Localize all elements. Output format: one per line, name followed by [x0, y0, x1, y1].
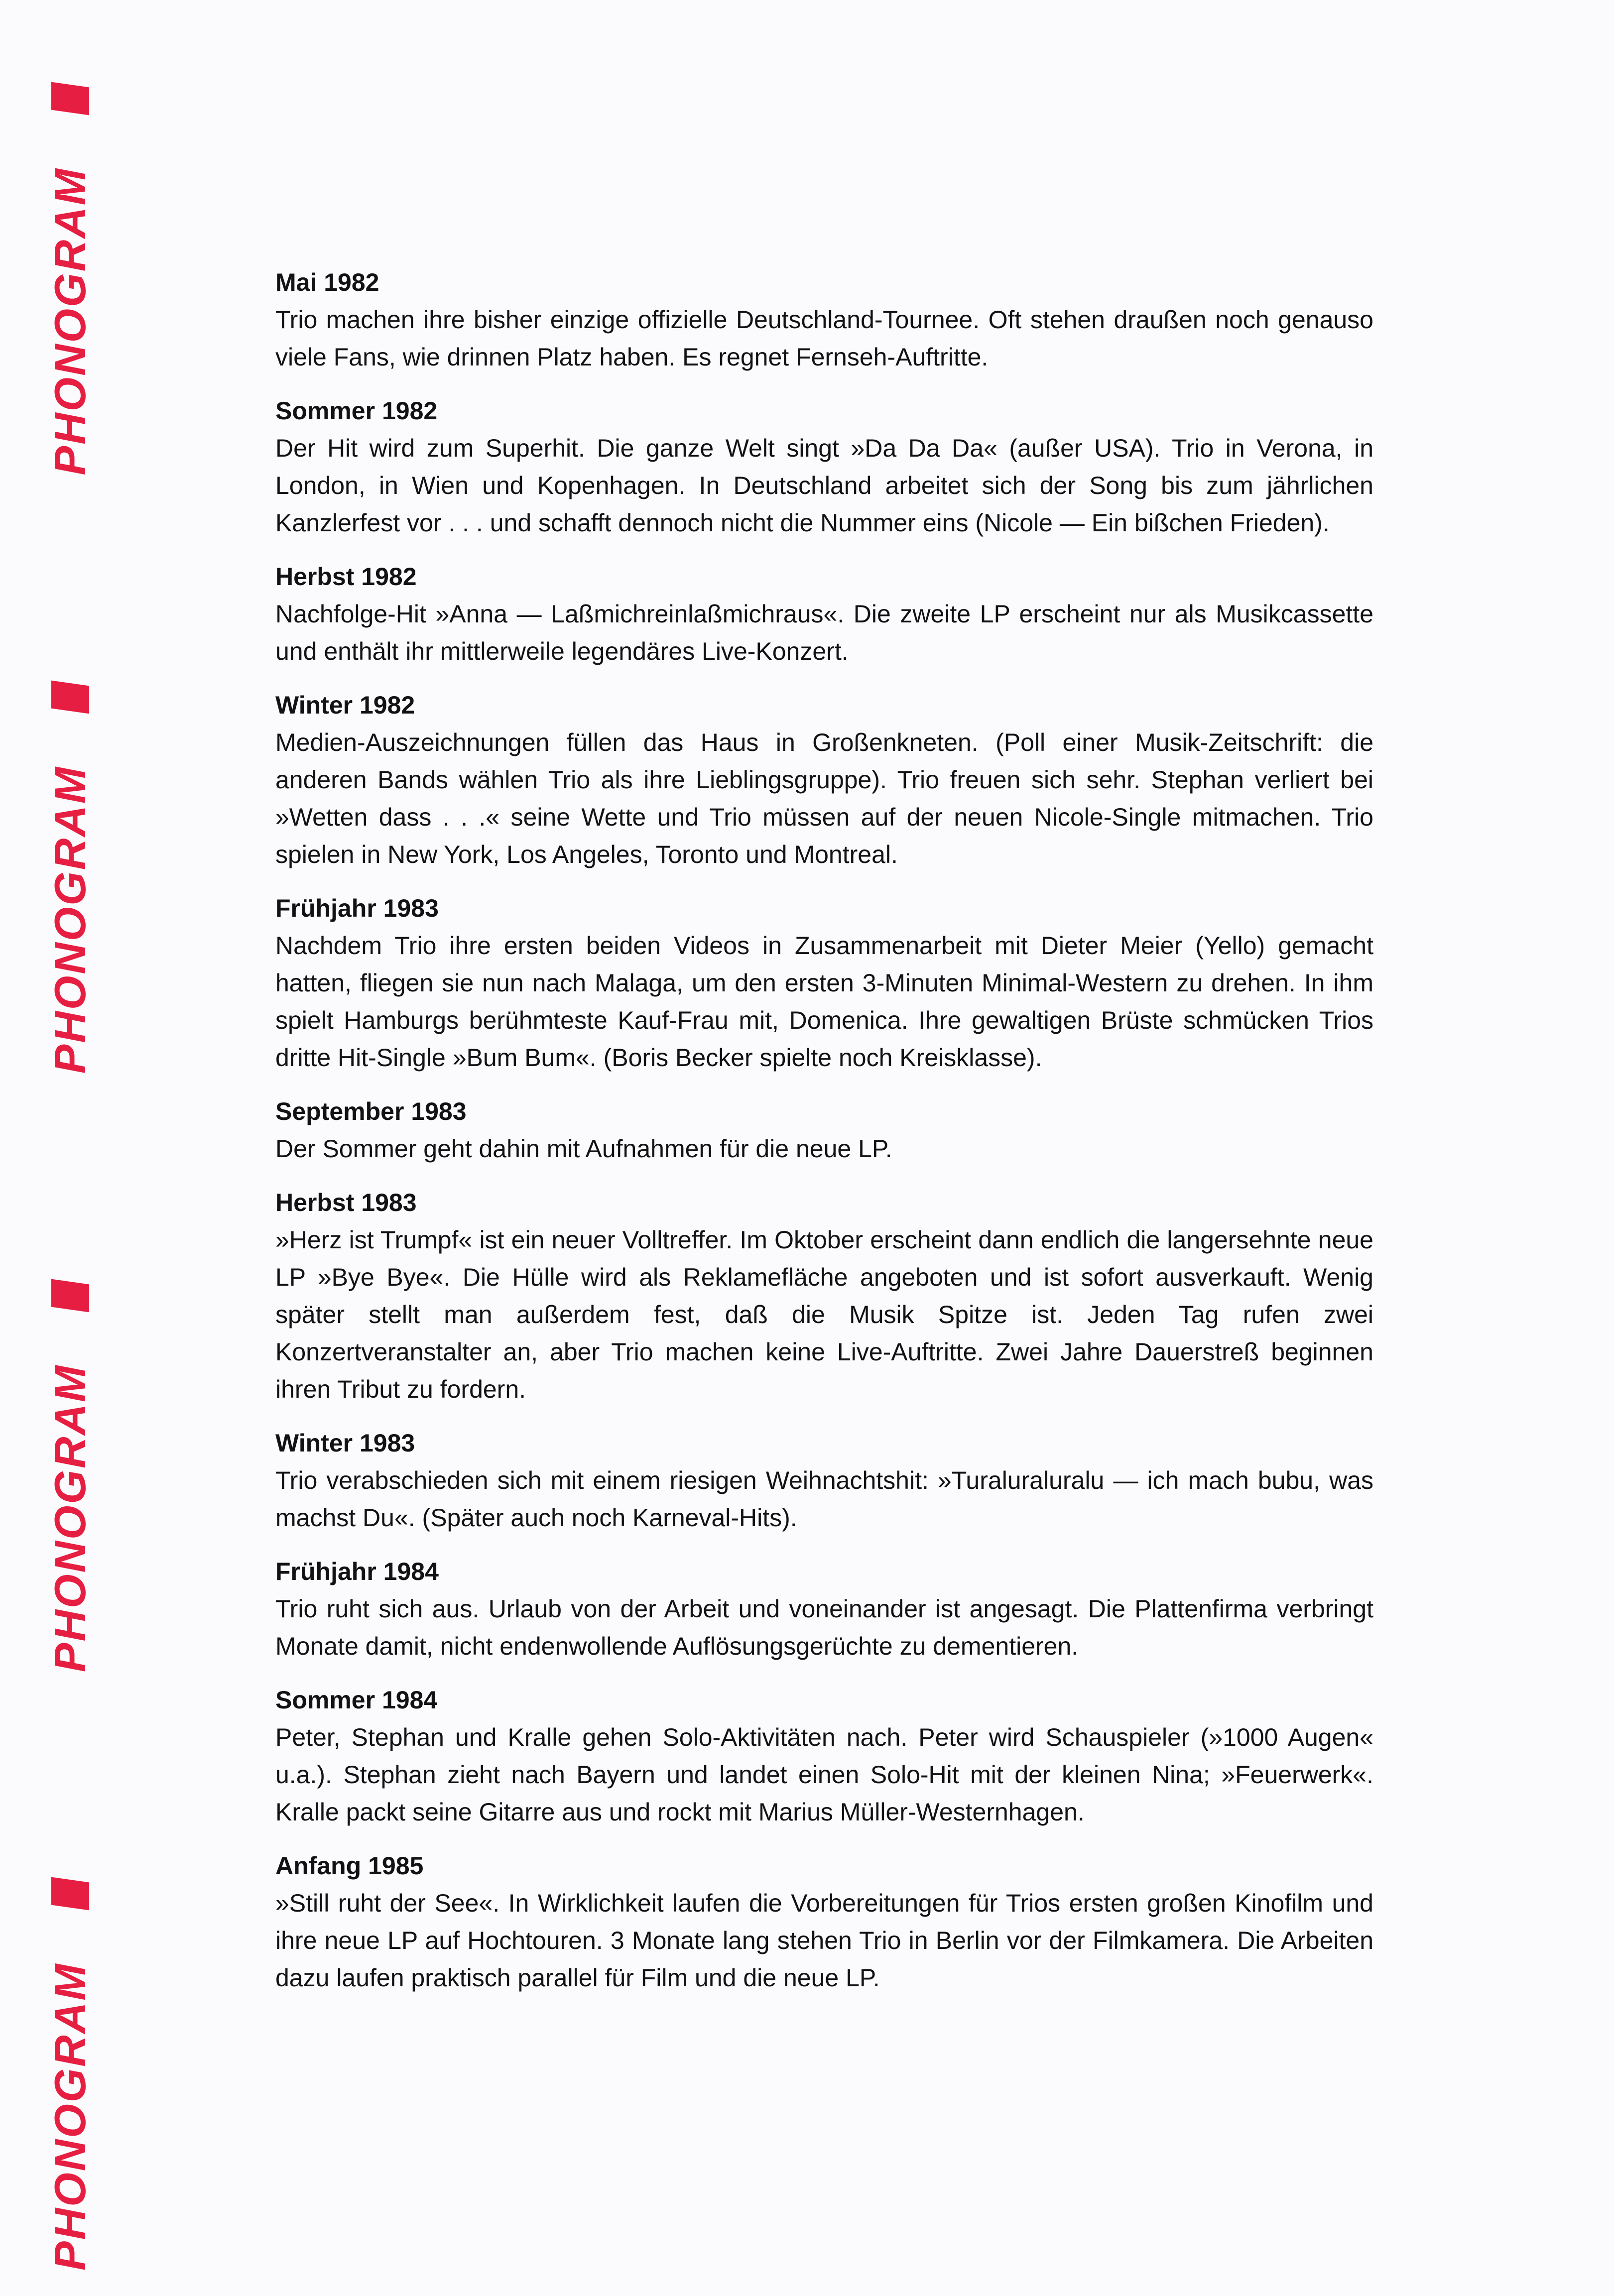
timeline [275, 264, 1373, 2013]
brand-mark [45, 683, 96, 1074]
entry-text: Nachdem Trio ihre ersten beiden Videos in Zusammenarbeit mit Dieter Meier (Yello) gemacht hatten, fliegen sie nun nach Malaga, um den ersten 3-Minuten Minimal-Western zu drehen. In ihm spielt Hamburgs berühmteste Kauf-Frau mit, Domenica. Ihre gewaltigen Brüste schmücken Trios dritte Hit-Single »Bum Bum«. (Boris Becker spielte noch Kreisklasse). [275, 932, 1373, 1072]
brand-block-icon [51, 1877, 89, 1911]
entry-text: Trio machen ihre bisher einzige offizielle Deutschland-Tournee. Oft stehen draußen noch genauso viele Fans, wie drinnen Platz haben. Es regnet Fernseh-Auftritte. [275, 306, 1373, 371]
brand-block-icon [51, 1279, 89, 1312]
timeline-entry [275, 1093, 1373, 1168]
entry-text: Medien-Auszeichnungen füllen das Haus in Großenkneten. (Poll einer Musik-Zeitschrift: die anderen Bands wählen Trio als ihre Lieblingsgruppe). Trio freuen sich sehr. Stephan verliert bei »Wetten dass . . .« seine Wette und Trio müssen auf der neuen Nicole-Single mitmachen. Trio spielen in New York, Los Angeles, Toronto und Montreal. [275, 728, 1373, 868]
timeline-entry [275, 1847, 1373, 1997]
timeline-entry [275, 264, 1373, 376]
timeline-entry [275, 1184, 1373, 1408]
entry-title: Winter 1982 [275, 691, 415, 719]
timeline-entry [275, 687, 1373, 873]
entry-text: »Herz ist Trumpf« ist ein neuer Volltreffer. Im Oktober erscheint dann endlich die langersehnte neue LP »Bye Bye«. Die Hülle wird als Reklamefläche angeboten und ist sofort ausverkauft. Wenig später stellt man außerdem fest, daß die Musik Spitze ist. Jeden Tag rufen zwei Konzertveranstalter an, aber Trio machen keine Live-Auftritte. Zwei Jahre Dauerstreß beginnen ihren Tribut zu fordern. [275, 1226, 1373, 1403]
entry-text: Nachfolge-Hit »Anna — Laßmichreinlaßmichraus«. Die zweite LP erscheint nur als Musikcassette und enthält ihr mittlerweile legendäres Live-Konzert. [275, 600, 1373, 665]
brand-mark [45, 1282, 96, 1673]
entry-title: Winter 1983 [275, 1429, 415, 1457]
brand-word: PHONOGRAM [45, 1962, 95, 2271]
brand-word: PHONOGRAM [45, 167, 95, 476]
entry-title: Herbst 1982 [275, 563, 417, 591]
brand-mark [45, 85, 96, 476]
entry-title: Frühjahr 1983 [275, 894, 439, 922]
timeline-entry [275, 1682, 1373, 1831]
brand-mark [45, 1880, 96, 2271]
entry-text: Trio verabschieden sich mit einem riesigen Weihnachtshit: »Turaluraluralu — ich mach bubu, was machst Du«. (Später auch noch Karneval-Hits). [275, 1466, 1373, 1532]
entry-text: Peter, Stephan und Kralle gehen Solo-Aktivitäten nach. Peter wird Schauspieler (»1000 Augen« u.a.). Stephan zieht nach Bayern und landet einen Solo-Hit mit der kleinen Nina; »Feuerwerk«. Kralle packt seine Gitarre aus und rockt mit Marius Müller-Westernhagen. [275, 1723, 1373, 1826]
brand-block-icon [51, 680, 89, 714]
entry-title: Frühjahr 1984 [275, 1558, 439, 1585]
timeline-entry [275, 890, 1373, 1077]
timeline-entry [275, 392, 1373, 542]
entry-text: Trio ruht sich aus. Urlaub von der Arbeit und voneinander ist angesagt. Die Plattenfirma verbringt Monate damit, nicht endenwollende Auflösungsgerüchte zu dementieren. [275, 1595, 1373, 1660]
brand-word: PHONOGRAM [45, 765, 95, 1074]
timeline-entry [275, 558, 1373, 670]
brand-word: PHONOGRAM [45, 1364, 95, 1673]
entry-title: Anfang 1985 [275, 1852, 424, 1880]
entry-title: Mai 1982 [275, 268, 379, 296]
entry-text: »Still ruht der See«. In Wirklichkeit laufen die Vorbereitungen für Trios ersten großen Kinofilm und ihre neue LP auf Hochtouren. 3 Monate lang stehen Trio in Berlin vor der Filmkamera. Die Arbeiten dazu laufen praktisch parallel für Film und die neue LP. [275, 1889, 1373, 1992]
entry-title: Herbst 1983 [275, 1189, 417, 1216]
entry-title: September 1983 [275, 1097, 467, 1125]
entry-text: Der Sommer geht dahin mit Aufnahmen für die neue LP. [275, 1135, 892, 1163]
entry-text: Der Hit wird zum Superhit. Die ganze Welt singt »Da Da Da« (außer USA). Trio in Verona, in London, in Wien und Kopenhagen. In Deutschland arbeitet sich der Song bis zum jährlichen Kanzlerfest vor . . . und schafft dennoch nicht die Nummer eins (Nicole — Ein bißchen Frieden). [275, 434, 1373, 537]
timeline-entry [275, 1425, 1373, 1537]
brand-strip [45, 85, 95, 2271]
brand-block-icon [51, 82, 89, 116]
entry-title: Sommer 1984 [275, 1686, 438, 1714]
timeline-entry [275, 1553, 1373, 1665]
entry-title: Sommer 1982 [275, 397, 438, 425]
